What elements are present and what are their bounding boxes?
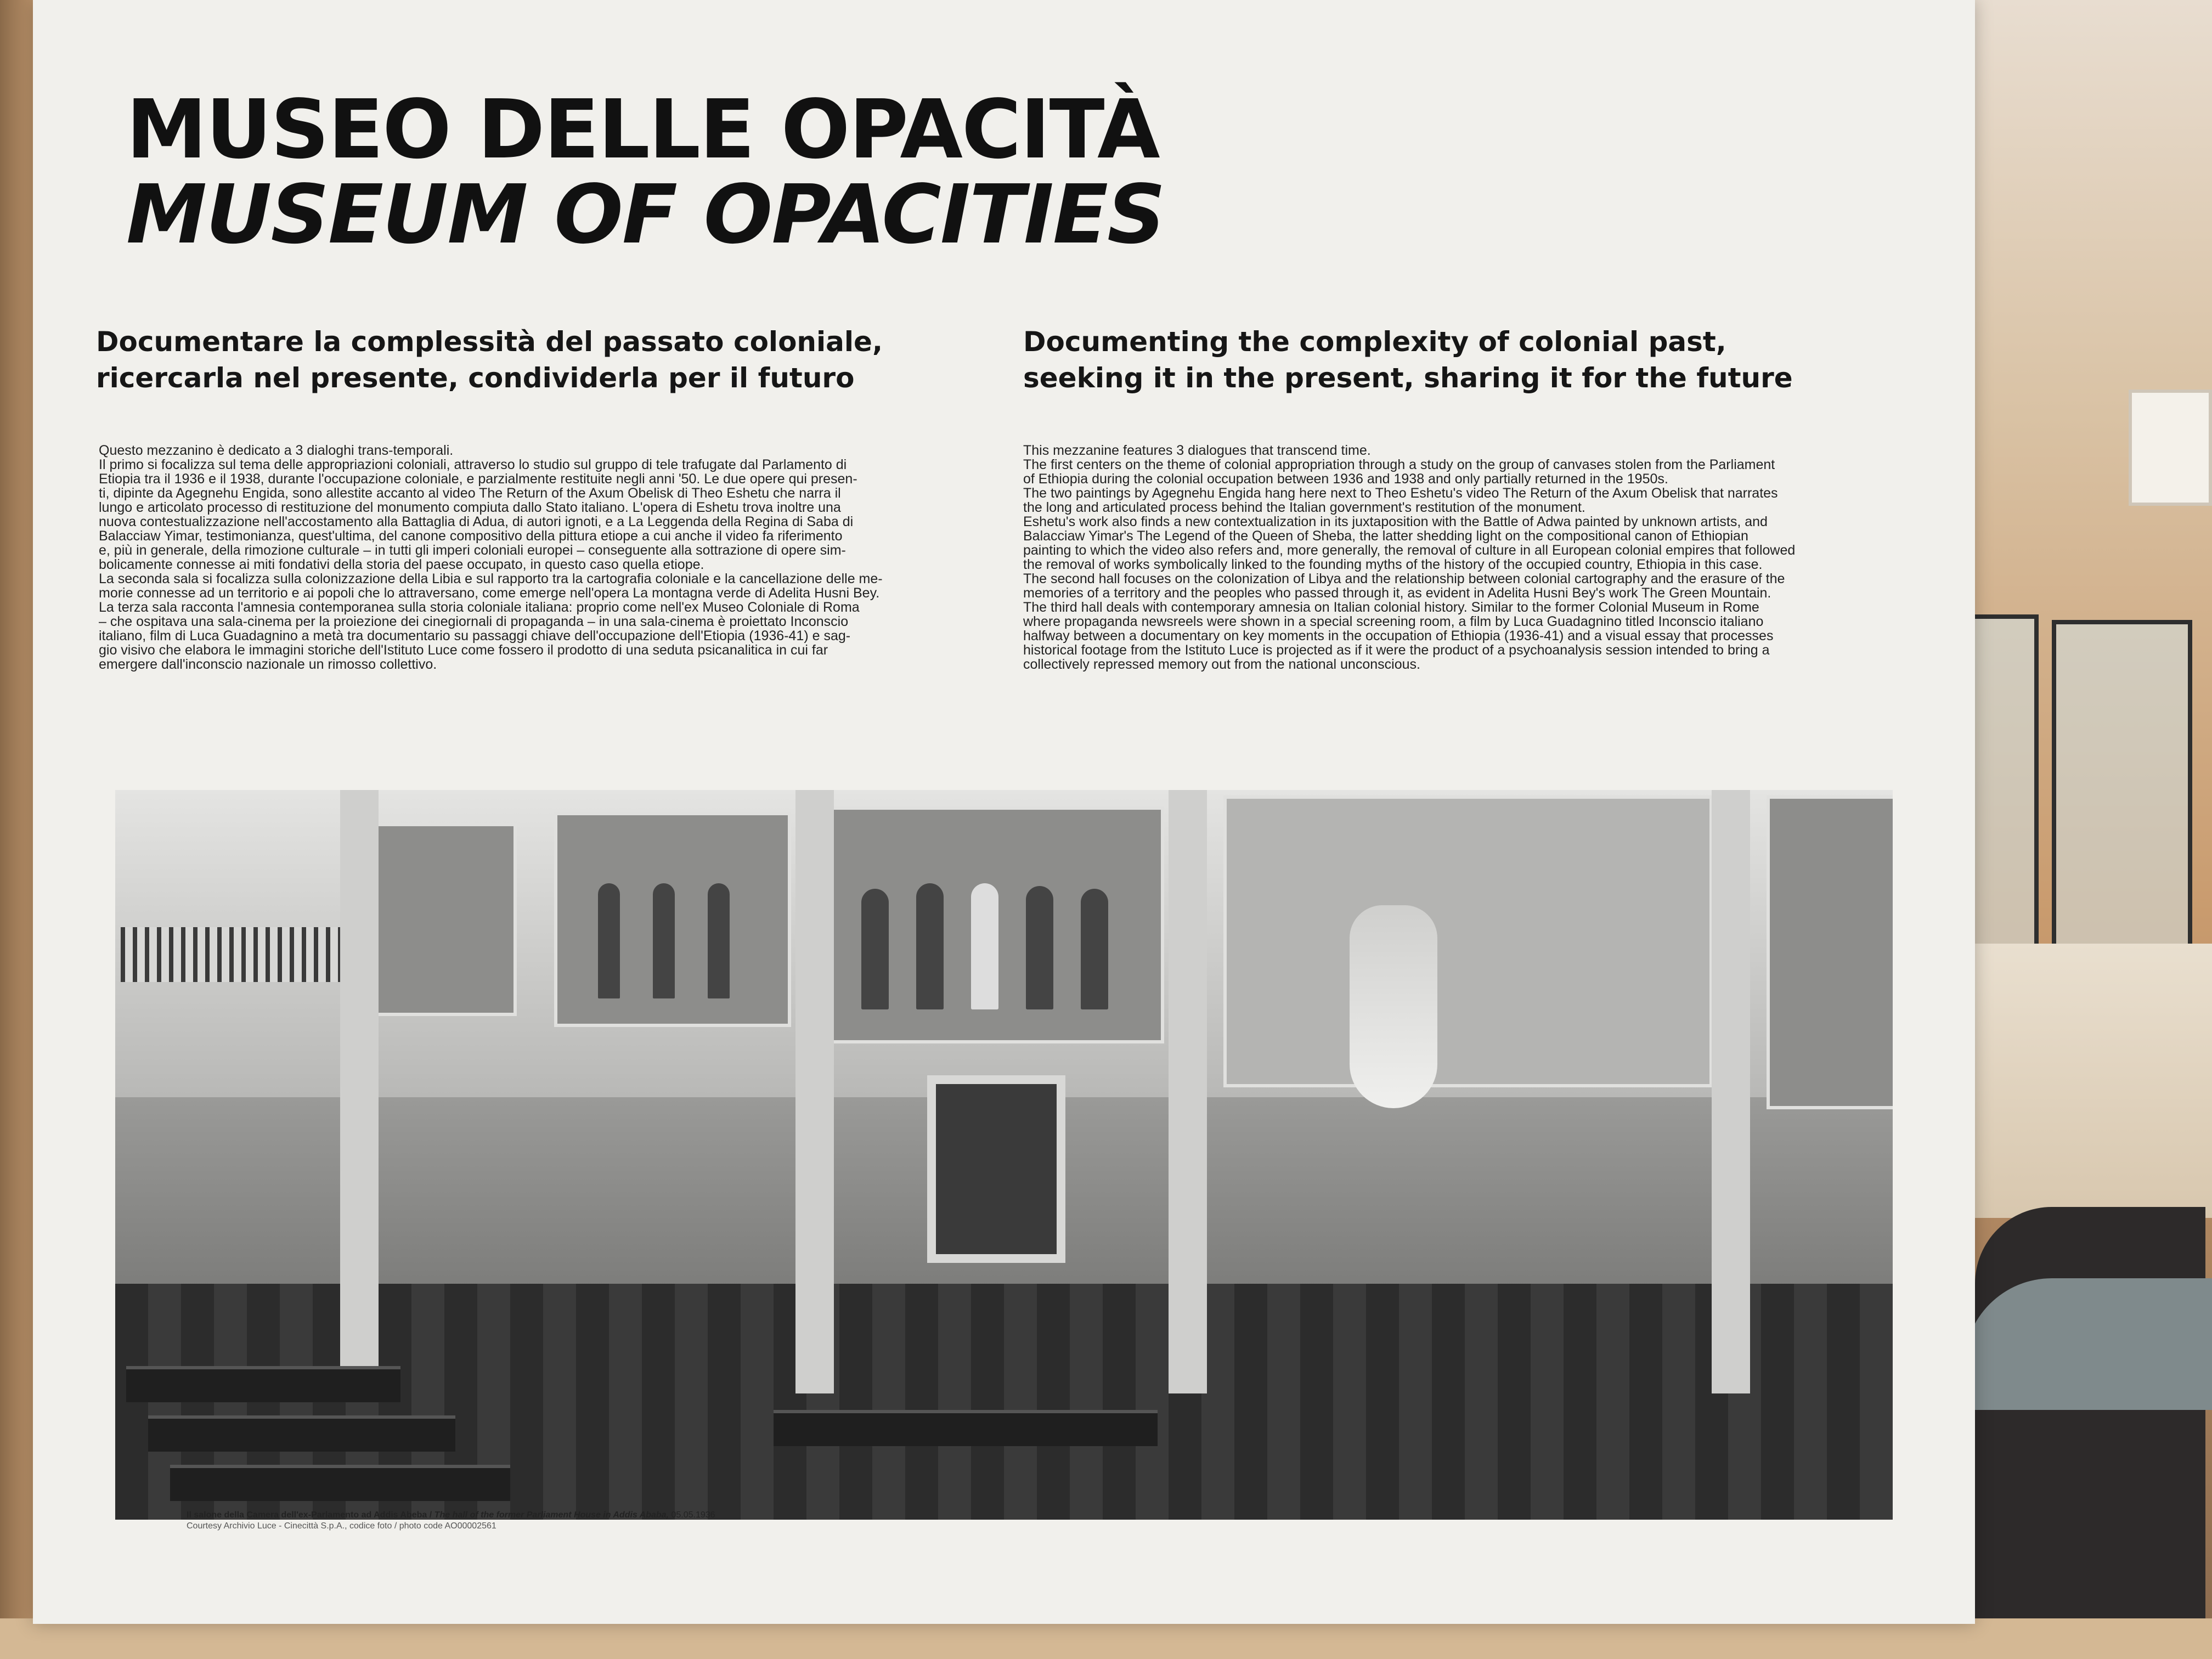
museum-room-background xyxy=(1953,0,2212,1659)
subtitle-english xyxy=(1023,324,1912,396)
body-line: where propaganda newsreels were shown in a special screening room, a film by Luca Guadagnino titled Inconscio italiano xyxy=(1023,614,1764,629)
body-line: The third hall deals with contemporary amnesia on Italian colonial history. Similar to the former Colonial Museum in Rome xyxy=(1023,600,1759,614)
body-line: La terza sala racconta l'amnesia contemporanea sulla storia coloniale italiana: proprio come nell'ex Museo Coloniale di Roma xyxy=(99,600,860,614)
body-line: gio visivo che elabora le immagini storiche dell'Istituto Luce come fossero il prodotto di una seduta psicanalitica in cui far xyxy=(99,643,828,657)
historical-photo-parliament-hall xyxy=(115,790,1893,1520)
floor xyxy=(1953,944,2212,1218)
photo-framed-portrait xyxy=(927,1075,1065,1263)
photo-pillar xyxy=(1169,790,1207,1393)
photo-pillar xyxy=(340,790,379,1393)
photo-mural xyxy=(1767,795,1893,1109)
window xyxy=(2129,390,2212,506)
body-line: The two paintings by Agegnehu Engida hang here next to Theo Eshetu's video The Return of the Axum Obelisk that narrates xyxy=(1023,486,1778,500)
title-italian: MUSEO DELLE OPACITÀ xyxy=(126,82,1159,177)
exhibition-panel xyxy=(33,0,1975,1624)
photo-mural-figure xyxy=(653,883,675,998)
body-line: of Ethiopia during the colonial occupation between 1936 and 1938 and only partially returned in the 1950s. xyxy=(1023,472,1668,486)
body-line: bolicamente connesse ai miti fondativi della storia del paese occupato, in questo caso quella etiope. xyxy=(99,557,704,572)
subtitle-italian-line: ricercarla nel presente, condividerla per il futuro xyxy=(96,362,855,394)
photo-mural-figure xyxy=(971,883,998,1009)
body-line: Questo mezzanino è dedicato a 3 dialoghi trans-temporali. xyxy=(99,443,454,458)
photo-caption xyxy=(187,1510,715,1532)
photo-bench xyxy=(126,1366,400,1402)
subtitle-italian-line: Documentare la complessità del passato coloniale, xyxy=(96,326,883,358)
photo-queen-figure xyxy=(1350,905,1437,1108)
floor-edge xyxy=(0,1618,2212,1659)
photo-mural-figure xyxy=(1081,889,1108,1009)
body-line: Il primo si focalizza sul tema delle appropriazioni coloniali, attraverso lo studio sul gruppo di tele trafugate dal Parlamento di xyxy=(99,458,847,472)
photo-bench xyxy=(774,1410,1158,1446)
caption-title-italian: Il salone della Camera dell'ex-Parlamento ad Addis Abeba / xyxy=(187,1510,432,1520)
body-text-english xyxy=(1023,443,1909,672)
photo-mural xyxy=(1223,795,1713,1087)
title-english: MUSEUM OF OPACITIES xyxy=(126,167,1165,262)
body-line: La seconda sala si focalizza sulla colonizzazione della Libia e sul rapporto tra la cartografia coloniale e la cancellazione delle me- xyxy=(99,572,883,586)
body-line: the removal of works symbolically linked to the founding myths of the history of the occupied country, Ethiopia in this case. xyxy=(1023,557,1763,572)
subtitle-italian xyxy=(96,324,985,396)
body-line: emergere dall'inconscio nazionale un rimosso collettivo. xyxy=(99,657,437,672)
body-line: collectively repressed memory out from the national unconscious. xyxy=(1023,657,1420,672)
photo-pillar xyxy=(1712,790,1750,1393)
photo-pillar xyxy=(795,790,834,1393)
body-line: halfway between a documentary on key moments in the occupation of Ethiopia (1936-41) and a visual essay that processes xyxy=(1023,629,1774,643)
body-line: italiano, film di Luca Guadagnino a metà tra documentario su passaggi chiave dell'occupazione dell'Etiopia (1936-41) e sag- xyxy=(99,629,851,643)
body-line: Balacciaw Yimar's The Legend of the Queen of Sheba, the latter shedding light on the compositional canon of Ethiopian xyxy=(1023,529,1748,543)
body-line: Eshetu's work also finds a new contextualization in its juxtaposition with the Battle of Adwa painted by unknown artists, and xyxy=(1023,515,1768,529)
photo-mural-figure xyxy=(1026,886,1053,1009)
photo-mural-figure xyxy=(708,883,730,998)
body-line: Balacciaw Yimar, testimonianza, quest'ultima, del canone compositivo della pittura etiope a cui anche il video fa riferimento xyxy=(99,529,843,543)
caption-credit: Courtesy Archivio Luce - Cinecittà S.p.A., codice foto / photo code AO00002561 xyxy=(187,1521,496,1531)
photo-mural-figure xyxy=(861,889,889,1009)
subtitle-english-line: Documenting the complexity of colonial past, xyxy=(1023,326,1726,358)
body-line: The first centers on the theme of colonial appropriation through a study on the group of canvases stolen from the Parliament xyxy=(1023,458,1775,472)
photo-mural-figure xyxy=(598,883,620,998)
body-line: memories of a territory and the peoples who passed through it, as evident in Adelita Husni Bey's work The Green Mountain. xyxy=(1023,586,1771,600)
body-line: historical footage from the Istituto Luce is projected as if it were the product of a psychoanalysis session intended to bring a xyxy=(1023,643,1770,657)
body-line: – che ospitava una sala-cinema per la proiezione dei cinegiornali di propaganda – in una sala-cinema è proiettato Inconscio xyxy=(99,614,849,629)
photo-balcony xyxy=(121,927,357,982)
body-line: ti, dipinte da Agegnehu Engida, sono allestite accanto al video The Return of the Axum Obelisk di Theo Eshetu che narra il xyxy=(99,486,841,500)
body-text-italian xyxy=(99,443,985,672)
subtitle-english-line: seeking it in the present, sharing it for the future xyxy=(1023,362,1793,394)
body-line: Etiopia tra il 1936 e il 1938, durante l'occupazione coloniale, e parzialmente restituite negli anni '50. Le due opere qui presen- xyxy=(99,472,857,486)
body-line: e, più in generale, della rimozione culturale – in tutti gli imperi coloniali europei – conseguente alla sottrazione di opere sim- xyxy=(99,543,846,557)
photo-bench xyxy=(170,1465,510,1501)
photo-mural-figure xyxy=(916,883,944,1009)
caption-date: 05.05.1936 xyxy=(671,1510,715,1520)
chair-backrest xyxy=(1964,1278,2212,1410)
display-case xyxy=(2052,620,2192,952)
caption-title-english: The hall of the former Parliament House in Addis Ababa, xyxy=(434,1510,669,1520)
body-line: This mezzanine features 3 dialogues that transcend time. xyxy=(1023,443,1371,458)
body-line: morie connesse ad un territorio e ai popoli che lo attraversano, come emerge nell'opera La montagna verde di Adelita Husni Bey. xyxy=(99,586,880,600)
photo-bench xyxy=(148,1415,455,1452)
chair xyxy=(1975,1207,2205,1659)
body-line: painting to which the video also refers and, more generally, the removal of culture in all European colonial empires that followed xyxy=(1023,543,1796,557)
body-line: the long and articulated process behind the Italian government's restitution of the monument. xyxy=(1023,500,1585,515)
body-line: lungo e articolato processo di restituzione del monumento compiuta dallo Stato italiano. L'opera di Eshetu trova inoltre una xyxy=(99,500,841,515)
body-line: The second hall focuses on the colonization of Libya and the relationship between colonial cartography and the erasure of the xyxy=(1023,572,1785,586)
body-line: nuova contestualizzazione nell'accostamento alla Battaglia di Adua, di autori ignoti, e a La Leggenda della Regina di Saba di xyxy=(99,515,854,529)
